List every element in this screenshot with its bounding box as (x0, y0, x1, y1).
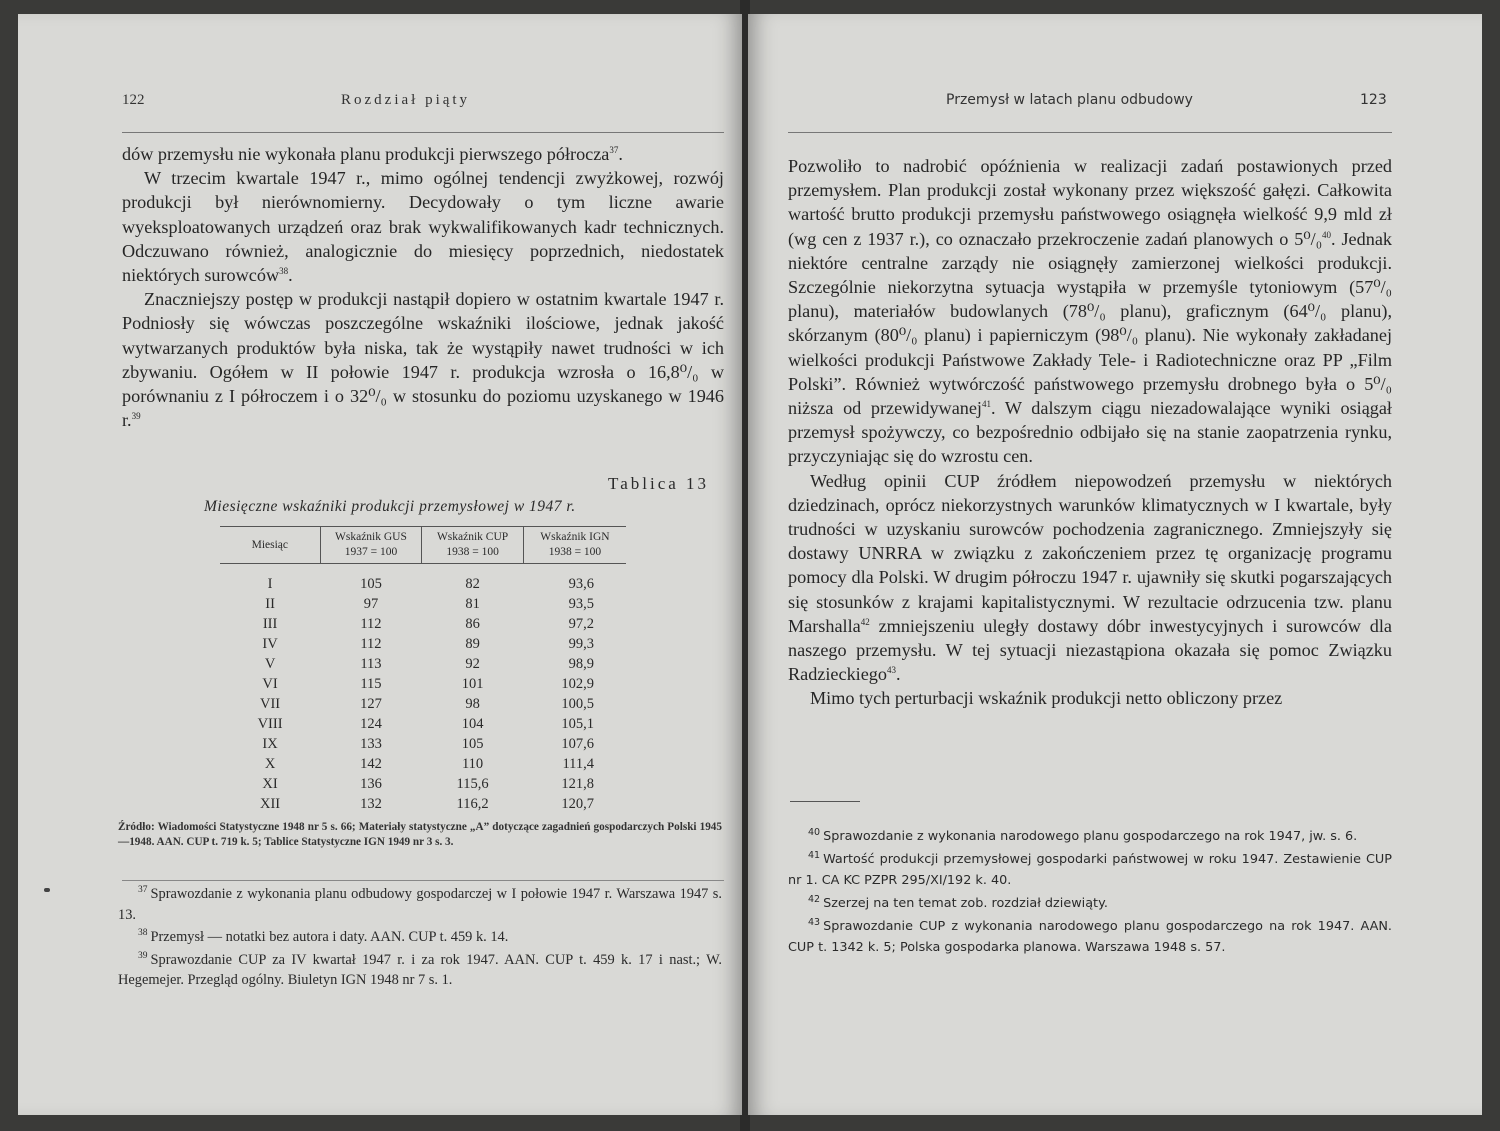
cup-index-cell: 101 (461, 676, 484, 692)
column-header: Wskaźnik IGN 1938 = 100 (523, 527, 626, 564)
right-footnotes (788, 826, 1392, 960)
month-cell: IX (262, 736, 278, 752)
month-cell: X (264, 756, 276, 772)
cup-index-cell: 89 (465, 636, 480, 652)
table-row (220, 564, 626, 595)
month-cell: VIII (257, 716, 283, 732)
footnote: $^{37}$ Sprawozdanie z wykonania planu odbudowy gospodarczej w I połowie 1947 r. Warszawa 1947 s. 13. (118, 885, 722, 923)
gus-index-cell: 127 (360, 696, 382, 712)
header-rule-left (122, 132, 724, 133)
paragraph: Pozwoliło to nadrobić opóźnienia w realizacji zadań postawionych przed przemysłem. Plan produkcji został wykonany przez większość gałęzi. Całkowita wartość brutto produkcji przemysłu państwowego osiągnęła wielkość 9,9 mld zł (wg cen z 1937 r.), co oznaczało przekroczenie zadań planowych o 5⁰/₀$^{40}$. Jednak niektóre centralne zarządy nie osiągnęły zamierzonej wielkości produkcji. Szczególnie niekorzytna sytuacja wystąpiła w przemyśle tytoniowym (57⁰/₀ planu), materiałów budowlanych (78⁰/₀ planu), graficznym (64⁰/₀ planu), skórzanym (80⁰/₀ planu) i papierniczym (98⁰/₀ planu). Nie wykonały zakładanej wielkości produkcji Państwowe Zakłady Tele- i Radiotechniczne oraz PP „Film Polski”. Również wytwórczość państwowego przemysłu drobnego była o 5⁰/₀ niższa od przewidywanej$^{41}$. W dalszym ciągu niezadowalające wyniki osiągał przemysł spożywczy, co bezpośrednio odbijało się na stanie zaopatrzenia rynku, przyczyniając się do wzrostu cen. (788, 156, 1392, 467)
month-cell: VII (260, 696, 281, 712)
table-label: Tablica 13 (608, 474, 710, 493)
running-title-right: Przemysł w latach planu odbudowy (946, 92, 1193, 108)
table-row (220, 674, 626, 694)
table-row (220, 754, 626, 774)
left-page (18, 14, 742, 1115)
month-cell: XII (260, 796, 281, 812)
gus-index-cell: 133 (360, 736, 382, 752)
gus-index-cell: 124 (360, 716, 382, 732)
footnote-ref: 39 (131, 411, 141, 422)
gus-index-cell: 142 (360, 756, 382, 772)
ign-index-cell: 111,4 (562, 756, 594, 772)
footnote-ref: 43 (886, 665, 896, 676)
paragraph: dów przemysłu nie wykonała planu produkcji pierwszego półrocza$^{37}$. (122, 144, 623, 164)
column-header: Wskaźnik CUP 1938 = 100 (422, 527, 524, 564)
ign-index-cell: 97,2 (568, 616, 594, 632)
paragraph: Znaczniejszy postęp w produkcji nastąpił dopiero w ostatnim kwartale 1947 r. Podniosły się wówczas poszczególne wskaźniki ilościowe, jednak jakość wytwarzanych produktów była niska, tak że wystąpiły nawet trudności w ich zbywaniu. Ogółem w II połowie 1947 r. produkcja wzrosła o 16,8⁰/₀ w porównaniu z I półroczem i o 32⁰/₀ w stosunku do poziomu uzyskanego w 1946 r.$^{39}$ (122, 289, 724, 431)
cup-index-cell: 82 (465, 576, 480, 592)
footnote: $^{43}$ Sprawozdanie CUP z wykonania narodowego planu gospodarczego na rok 1947. AAN. CUP t. 1342 k. 5; Polska gospodarka planowa. Warszawa 1948 s. 57. (788, 916, 1392, 955)
table-row (220, 714, 626, 734)
footnote-ref: 41 (981, 398, 991, 409)
gus-index-cell: 97 (363, 596, 379, 612)
gus-index-cell: 105 (360, 576, 382, 592)
paragraph: Według opinii CUP źródłem niepowodzeń przemysłu w niektórych dziedzinach, oprócz niekorzystnych warunków klimatycznych w I kwartale, były trudności w uzyskaniu surowców pochodzenia zagranicznego. Zmniejszyły się dostawy UNRRA w związku z zakończeniem przez tę organizację programu pomocy dla Polski. W drugim półroczu 1947 r. ujawniły się skutki pogarszających się stosunków z krajami kapitalistycznymi. W rezultacie odrzucenia tzw. planu Marshalla$^{42}$ zmniejszeniu uległy dostawy dóbr inwestycyjnych i surowców dla naszego przemysłu. W tej sytuacji niezastąpiona okazała się pomoc Związku Radzieckiego$^{43}$. (788, 470, 1392, 685)
right-body-text (788, 154, 1392, 711)
table-source-note: Źródło: Wiadomości Statystyczne 1948 nr 5 s. 66; Materiały statystyczne „A” dotyczące zagadnień gospodarczych Polski 1945—1948. AAN. CUP t. 719 k. 5; Tablice Statystyczne IGN 1949 nr 3 s. 3. (118, 821, 722, 848)
footnote-rule-right (790, 801, 860, 802)
table-caption: Miesięczne wskaźniki produkcji przemysłowej w 1947 r. (204, 498, 576, 515)
cup-index-cell: 92 (465, 656, 480, 672)
cup-index-cell: 86 (465, 616, 480, 632)
right-page (748, 14, 1482, 1115)
cup-index-cell: 104 (461, 716, 484, 732)
ign-index-cell: 105,1 (561, 716, 594, 732)
column-header: Miesiąc (220, 527, 320, 564)
cup-index-cell: 110 (461, 756, 484, 772)
table-row (220, 774, 626, 794)
left-body-text (122, 142, 724, 432)
paragraph: Mimo tych perturbacji wskaźnik produkcji netto obliczony przez (810, 688, 1283, 709)
footnote: $^{38}$ Przemysł — notatki bez autora i daty. AAN. CUP t. 459 k. 14. (138, 928, 509, 945)
month-cell: III (262, 616, 278, 632)
ign-index-cell: 102,9 (561, 676, 594, 692)
ink-mark (44, 888, 50, 892)
paragraph: W trzecim kwartale 1947 r., mimo ogólnej tendencji zwyżkowej, rozwój produkcji był nierównomierny. Decydowały o tym liczne awarie wyeksploatowanych urządzeń oraz brak wykwalifikowanych kadr technicznych. Odczuwano również, analogicznie do miesięcy poprzednich, niedostatek niektórych surowców$^{38}$. (122, 168, 724, 286)
month-cell: XI (262, 776, 278, 792)
table-row (220, 794, 626, 814)
footnote: $^{40}$ Sprawozdanie z wykonania narodowego planu gospodarczego na rok 1947, jw. s. 6. (808, 826, 1358, 844)
gus-index-cell: 112 (360, 636, 382, 652)
page-number-left: 122 (122, 92, 145, 108)
running-title-left: Rozdział piąty (341, 92, 471, 108)
footnote-rule-left (122, 880, 724, 881)
ign-index-cell: 99,3 (568, 636, 594, 652)
footnote: $^{39}$ Sprawozdanie CUP za IV kwartał 1947 r. i za rok 1947. AAN. CUP t. 459 k. 17 i nast.; W. Hegemejer. Przegląd ogólny. Biuletyn IGN 1948 nr 7 s. 1. (118, 950, 722, 988)
table-row (220, 594, 626, 614)
ign-index-cell: 107,6 (561, 736, 594, 752)
table-row (220, 614, 626, 634)
cup-index-cell: 116,2 (456, 796, 489, 812)
gus-index-cell: 112 (360, 616, 382, 632)
cup-index-cell: 81 (465, 596, 480, 612)
table-body (220, 564, 626, 815)
cup-index-cell: 105 (461, 736, 484, 752)
header-rule-right (788, 132, 1392, 133)
footnote: $^{42}$ Szerzej na ten temat zob. rozdział dziewiąty. (808, 893, 1108, 911)
production-index-table (220, 526, 626, 814)
table-row (220, 734, 626, 754)
cup-index-cell: 98 (465, 696, 480, 712)
ign-index-cell: 93,5 (568, 596, 594, 612)
cup-index-cell: 115,6 (456, 776, 489, 792)
ign-index-cell: 121,8 (561, 776, 594, 792)
table-row (220, 634, 626, 654)
page-number-right: 123 (1360, 92, 1387, 108)
ign-index-cell: 98,9 (568, 656, 594, 672)
table-header-row (220, 527, 626, 564)
gus-index-cell: 136 (360, 776, 382, 792)
ign-index-cell: 100,5 (561, 696, 594, 712)
footnote-ref: 40 (1322, 229, 1332, 240)
table-row (220, 694, 626, 714)
footnote-ref: 38 (279, 265, 289, 276)
column-header: Wskaźnik GUS 1937 = 100 (320, 527, 422, 564)
table-row (220, 654, 626, 674)
footnote-ref: 42 (860, 616, 870, 627)
gus-index-cell: 113 (360, 656, 382, 672)
ign-index-cell: 120,7 (561, 796, 594, 812)
gus-index-cell: 115 (360, 676, 382, 692)
month-cell: VI (262, 676, 278, 692)
footnote-ref: 37 (609, 144, 619, 155)
footnote: $^{41}$ Wartość produkcji przemysłowej gospodarki państwowej w roku 1947. Zestawienie CUP nr 1. CA KC PZPR 295/XI/192 k. 40. (788, 849, 1392, 888)
month-cell: II (265, 596, 275, 612)
month-cell: I (267, 576, 273, 592)
left-footnotes (118, 884, 722, 993)
gus-index-cell: 132 (360, 796, 382, 812)
month-cell: IV (262, 636, 278, 652)
ign-index-cell: 93,6 (568, 576, 594, 592)
month-cell: V (264, 656, 276, 672)
